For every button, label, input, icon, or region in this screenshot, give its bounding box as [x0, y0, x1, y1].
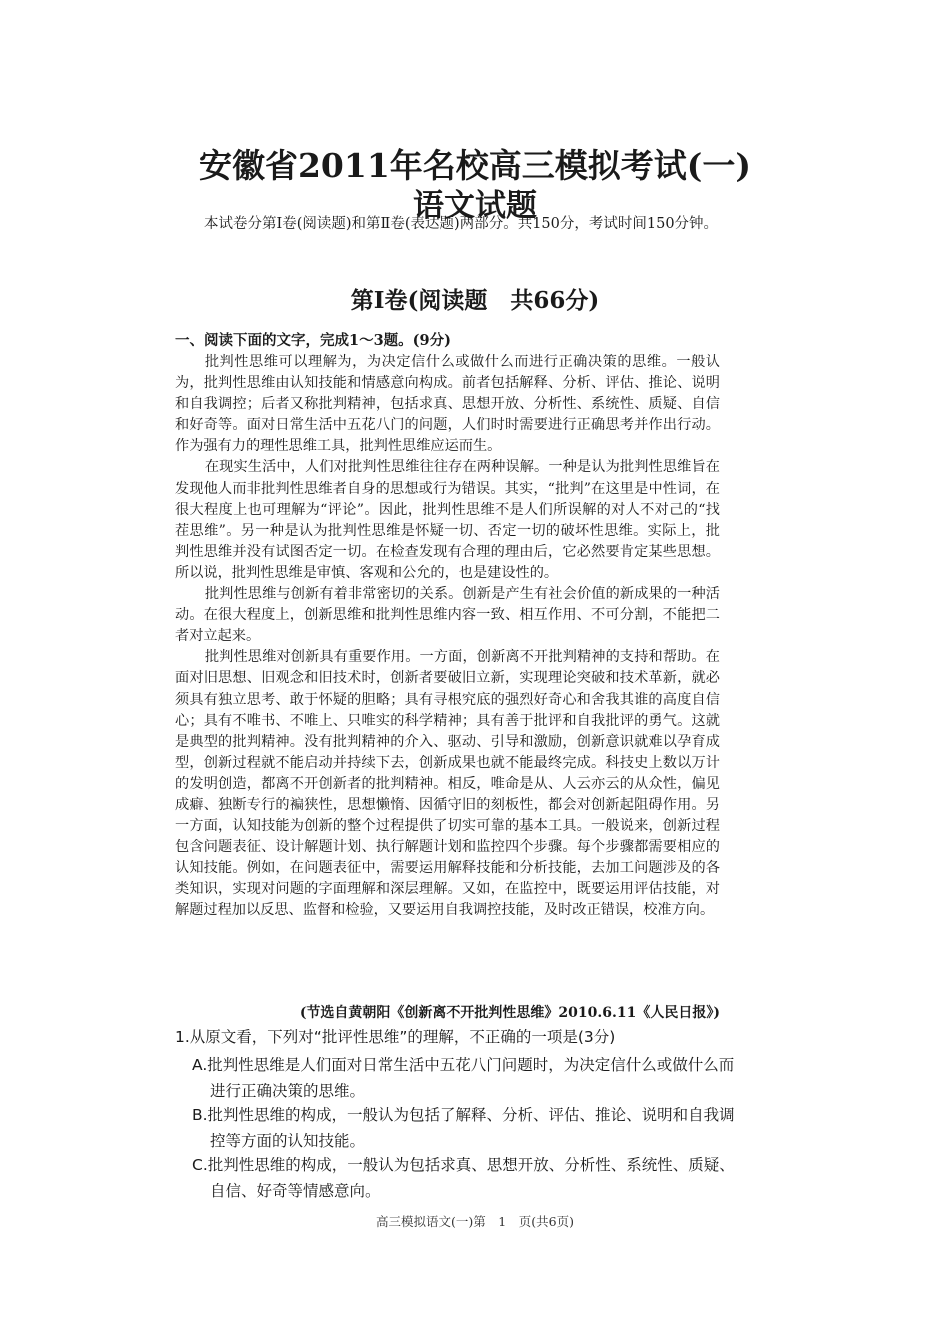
passage-paragraph: 批判性思维与创新有着非常密切的关系。创新是产生有社会价值的新成果的一种活动。在很大程度上，创新思维和批判性思维内容一致、相互作用、不可分割，不能把二者对立起来。 — [175, 586, 720, 645]
option-b: B.批判性思维的构成，一般认为包括了解释、分析、评估、推论、说明和自我调控等方面的认知技能。 — [192, 1106, 735, 1150]
passage-paragraph: 批判性思维可以理解为，为决定信什么或做什么而进行正确决策的思维。一般认为，批判性思维由认知技能和情感意向构成。前者包括解释、分析、评估、推论、说明和自我调控；后者又称批判精神，包括求真、思想开放、分析性、系统性、质疑、自信和好奇等。面对日常生活中五花八门的问题，人们时时需要进行正确思考并作出行动。作为强有力的理性思维工具，批判性思维应运而生。 — [175, 354, 720, 455]
passage-source: (节选自黄朝阳《创新离不开批判性思维》2010.6.11《人民日报》) — [299, 1005, 720, 1021]
option-a: A.批判性思维是人们面对日常生活中五花八门问题时，为决定信什么或做什么而进行正确决策的思维。 — [192, 1056, 735, 1100]
question-1-stem: 1.从原文看，下列对“批评性思维”的理解，不正确的一项是(3分) — [175, 1028, 616, 1046]
page-footer: 高三模拟语文(一)第 1 页(共6页) — [376, 1214, 574, 1229]
passage-paragraph: 在现实生活中，人们对批判性思维往往存在两种误解。一种是认为批判性思维旨在发现他人而非批判性思维者自身的思想或行为错误。其实，“批判”在这里是中性词，在很大程度上也可理解为“评论”。因此，批判性思维不是人们所误解的对人不对己的“找茬思维”。另一种是认为批判性思维是怀疑一切、否定一切的破坏性思维。实际上，批判性思维并没有试图否定一切。在检查发现有合理的理由后，它必然要肯定某些思想。所以说，批判性思维是审慎、客观和公允的，也是建设性的。 — [175, 459, 720, 581]
exam-title: 安徽省2011年名校高三模拟考试(一) — [198, 146, 752, 185]
reading-passage — [175, 352, 720, 922]
question-group-heading: 一、阅读下面的文字，完成1～3题。(9分) — [175, 332, 451, 349]
section-title: 第Ⅰ卷(阅读题 共66分) — [350, 287, 600, 314]
exam-intro: 本试卷分第Ⅰ卷(阅读题)和第Ⅱ卷(表达题)两部分。共150分，考试时间150分钟。 — [204, 216, 719, 232]
exam-subtitle: 语文试题 — [413, 188, 537, 224]
option-c: C.批判性思维的构成，一般认为包括求真、思想开放、分析性、系统性、质疑、自信、好奇等情感意向。 — [192, 1156, 735, 1200]
passage-paragraph: 批判性思维对创新具有重要作用。一方面，创新离不开批判精神的支持和帮助。在面对旧思想、旧观念和旧技术时，创新者要破旧立新，实现理论突破和技术革新，就必须具有独立思考、敢于怀疑的胆略；具有寻根究底的强烈好奇心和舍我其谁的高度自信心；具有不唯书、不唯上、只唯实的科学精神；具有善于批评和自我批评的勇气。这就是典型的批判精神。没有批判精神的介入、驱动、引导和激励，创新意识就难以孕育成型，创新过程就不能启动并持续下去，创新成果也就不能最终完成。科技史上数以万计的发明创造，都离不开创新者的批判精神。相反，唯命是从、人云亦云的从众性，偏见成癖、独断专行的褊狭性，思想懒惰、因循守旧的刻板性，都会对创新起阻碍作用。另一方面，认知技能为创新的整个过程提供了切实可靠的基本工具。一般说来，创新过程包含问题表征、设计解题计划、执行解题计划和监控四个步骤。每个步骤都需要相应的认知技能。例如，在问题表征中，需要运用解释技能和分析技能，去加工问题涉及的各类知识，实现对问题的字面理解和深层理解。又如，在监控中，既要运用评估技能，对解题过程加以反思、监督和检验，又要运用自我调控技能，及时改正错误，校准方向。 — [175, 649, 720, 919]
